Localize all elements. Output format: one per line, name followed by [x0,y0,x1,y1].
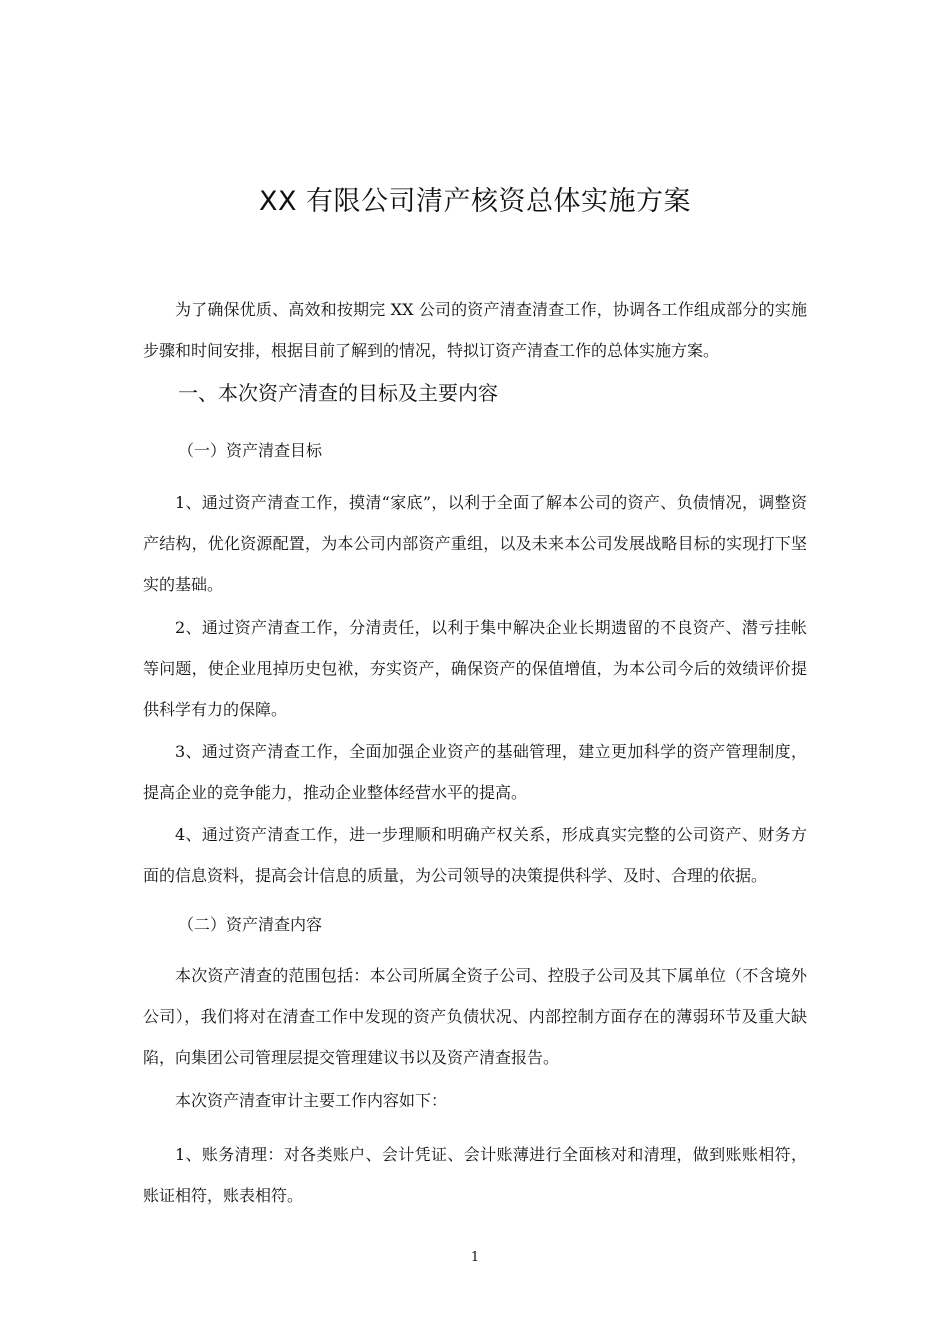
subheading-objectives: （一）资产清查目标 [178,441,323,460]
objective-item-2: 2、通过资产清查工作，分清责任，以利于集中解决企业长期遗留的不良资产、潜亏挂帐等问题，使企业甩掉历史包袱，夯实资产，确保资产的保值增值，为本公司今后的效绩评价提供科学有力的保障。 [143,618,807,719]
document-title: XX 有限公司清产核资总体实施方案 [258,186,692,217]
objective-item-4: 4、通过资产清查工作，进一步理顺和明确产权关系，形成真实完整的公司资产、财务方面的信息资料，提高会计信息的质量，为公司领导的决策提供科学、及时、合理的依据。 [143,825,807,885]
section-heading-objectives: 一、本次资产清查的目标及主要内容 [178,381,498,405]
scope-paragraph: 本次资产清查的范围包括：本公司所属全资子公司、控股子公司及其下属单位（不含境外公司），我们将对在清查工作中发现的资产负债状况、内部控制方面存在的薄弱环节及重大缺陷，向集团公司管理层提交管理建议书以及资产清查报告。 [143,966,807,1067]
page-number: 1 [470,1250,480,1265]
work-item-1: 1、账务清理：对各类账户、会计凭证、会计账薄进行全面核对和清理，做到账账相符，账证相符，账表相符。 [143,1145,807,1205]
subheading-contents: （二）资产清查内容 [178,915,323,934]
work-contents-intro: 本次资产清查审计主要工作内容如下： [175,1091,448,1110]
objective-item-3: 3、通过资产清查工作，全面加强企业资产的基础管理，建立更加科学的资产管理制度，提高企业的竞争能力，推动企业整体经营水平的提高。 [143,742,807,802]
intro-paragraph: 为了确保优质、高效和按期完 XX 公司的资产清查清查工作，协调各工作组成部分的实施步骤和时间安排，根据目前了解到的情况，特拟订资产清查工作的总体实施方案。 [143,300,807,360]
objective-item-1: 1、通过资产清查工作，摸清“家底”，以利于全面了解本公司的资产、负债情况，调整资产结构，优化资源配置，为本公司内部资产重组，以及未来本公司发展战略目标的实现打下坚实的基础。 [143,493,807,594]
